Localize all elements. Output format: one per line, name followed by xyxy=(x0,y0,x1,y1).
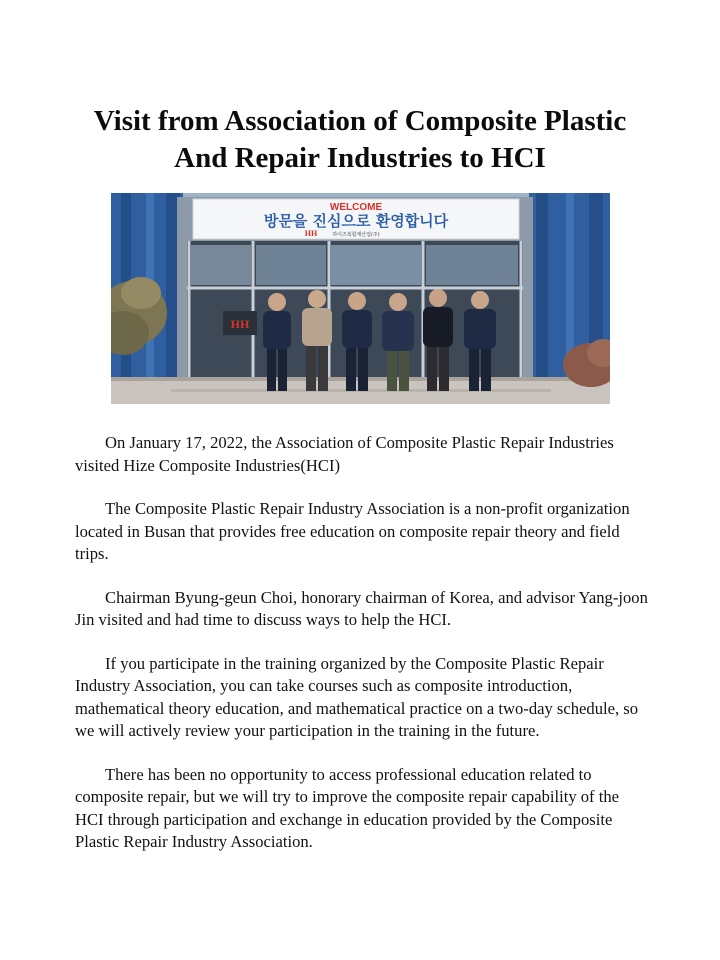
page-title xyxy=(40,103,680,177)
paragraph-visitors: Chairman Byung-geun Choi, honorary chairman of Korea, and advisor Yang-joon Jin visited and had time to discuss ways to help the HCI. xyxy=(75,587,648,629)
door-logo: HH xyxy=(230,317,250,331)
article-body xyxy=(75,432,650,875)
banner-main-text: 방문을 진심으로 환영합니다 xyxy=(263,212,449,230)
paragraph-association-info: The Composite Plastic Repair Industry Association is a non-profit organization located in Busan that provides free education on composite repair theory and field trips. xyxy=(75,499,630,563)
banner-welcome-text: WELCOME xyxy=(329,202,383,213)
group-photo xyxy=(111,193,610,404)
paragraph-training: If you participate in the training organized by the Composite Plastic Repair Industry Association, you can take courses such as composite introduction, mathematical theory education, and mathematical practice on a two-day schedule, so we will actively review your participation in the training in the future. xyxy=(75,653,639,740)
title-line-1: Visit from Association of Composite Plastic xyxy=(93,105,627,137)
paragraph-conclusion: There has been no opportunity to access professional education related to composite repair, but we will try to improve the composite repair capability of the HCI through participation and exchange in education provided by the Composite Plastic Repair Industry Association. xyxy=(75,764,620,851)
title-line-2: And Repair Industries to HCI xyxy=(174,142,546,174)
banner-company-text: 하이즈복합재산업(주) xyxy=(332,232,380,238)
paragraph-visit-date: On January 17, 2022, the Association of Composite Plastic Repair Industries visited Hize Composite Industries(HCI) xyxy=(75,433,614,475)
banner-logo: HH xyxy=(304,229,318,238)
